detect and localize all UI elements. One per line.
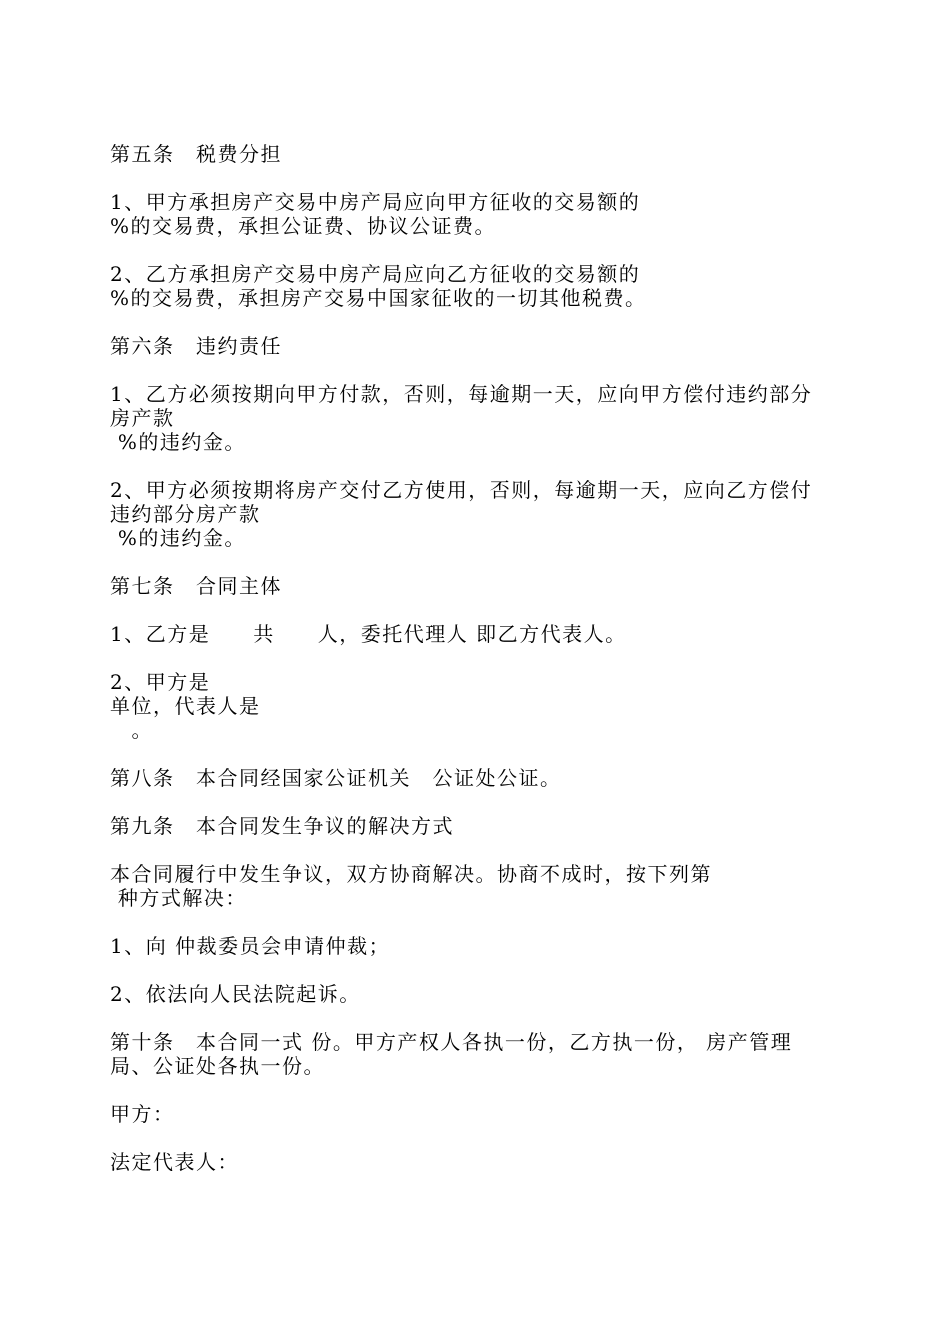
article-5-clause-2: 2、乙方承担房产交易中房产局应向乙方征收的交易额的 %的交易费，承担房产交易中国家征收的一切其他税费。 <box>110 262 647 310</box>
article-8: 第八条 本合同经国家公证机关 公证处公证。 <box>110 766 562 790</box>
article-6-heading: 第六条 违约责任 <box>110 334 282 358</box>
document-page <box>110 142 850 1174</box>
article-9-option-1: 1、向 仲裁委员会申请仲裁； <box>110 934 391 958</box>
article-9-heading: 第九条 本合同发生争议的解决方式 <box>110 814 454 838</box>
article-9-option-2: 2、依法向人民法院起诉。 <box>110 982 361 1006</box>
article-7-clause-2: 2、甲方是 单位，代表人是 。 <box>110 670 261 742</box>
article-6-clause-1: 1、乙方必须按期向甲方付款，否则，每逾期一天，应向甲方偿付违约部分 房产款 %的违约金。 <box>110 382 813 454</box>
article-9-body: 本合同履行中发生争议，双方协商解决。协商不成时，按下列第 种方式解决： <box>110 862 712 910</box>
party-a-label: 甲方： <box>110 1102 175 1126</box>
article-5-clause-1: 1、甲方承担房产交易中房产局应向甲方征收的交易额的 %的交易费，承担公证费、协议公证费。 <box>110 190 641 238</box>
article-7-clause-1: 1、乙方是 共 人，委托代理人 即乙方代表人。 <box>110 622 627 646</box>
article-6-clause-2: 2、甲方必须按期将房产交付乙方使用，否则，每逾期一天，应向乙方偿付 违约部分房产款 %的违约金。 <box>110 478 813 550</box>
article-5-heading: 第五条 税费分担 <box>110 142 282 166</box>
article-7-heading: 第七条 合同主体 <box>110 574 282 598</box>
legal-representative-label: 法定代表人： <box>110 1150 239 1174</box>
article-10: 第十条 本合同一式 份。甲方产权人各执一份，乙方执一份， 房产管理 局、公证处各执一份。 <box>110 1030 793 1078</box>
